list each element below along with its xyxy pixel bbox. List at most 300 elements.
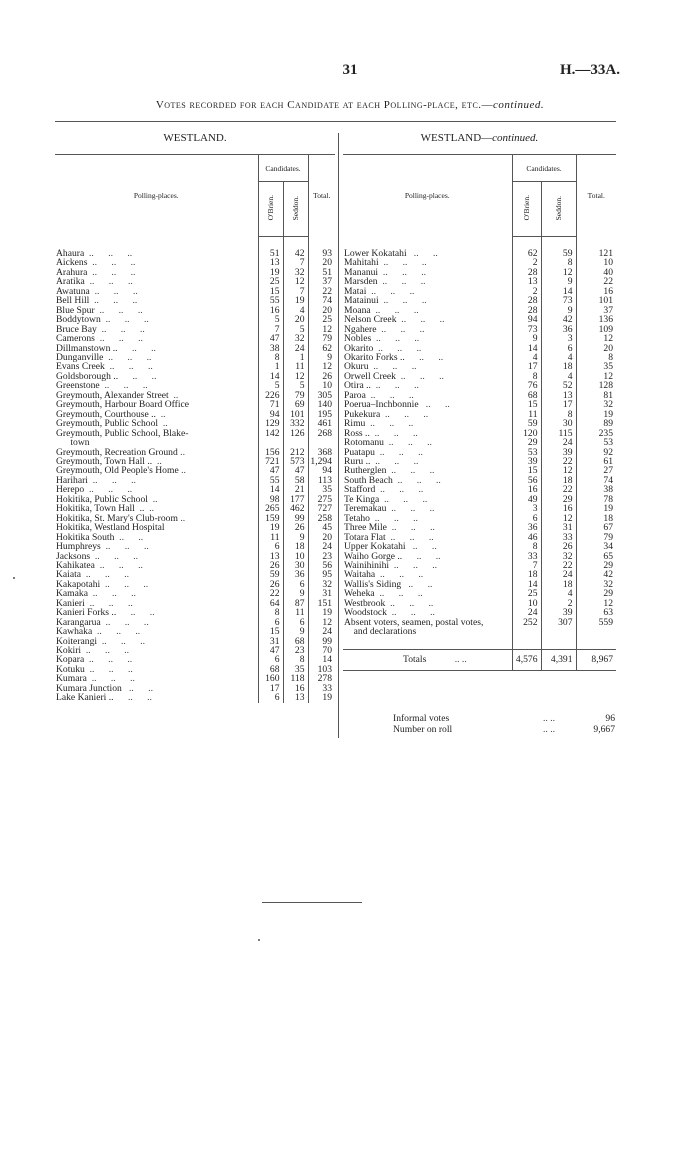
polling-place-cell (343, 561, 512, 570)
leader-dots: .. .. .. (103, 352, 152, 363)
seddon-votes: 18 (541, 476, 576, 485)
polling-place-cell (55, 637, 258, 646)
polling-place-name: Nobles (344, 334, 372, 344)
polling-place-cell (343, 448, 512, 457)
totals-section (343, 637, 616, 671)
seddon-votes: 115 (541, 429, 576, 438)
total-votes: 20 (308, 258, 335, 267)
table-row (55, 325, 335, 334)
total-votes: 45 (308, 523, 335, 532)
leader-dots: .. .. .. (84, 485, 133, 495)
polling-place-cell (55, 410, 258, 419)
polling-place-name: Lower Kokatahi (344, 249, 407, 259)
seddon-votes: 9 (541, 306, 576, 315)
polling-place-cell (343, 495, 512, 504)
polling-place-cell (55, 618, 258, 627)
seddon-votes: 212 (283, 448, 308, 457)
table-row (343, 542, 616, 551)
polling-place-cell (343, 542, 512, 551)
table-row (55, 353, 335, 362)
polling-place-name: Dillmanstown .. (56, 343, 118, 353)
heading-text: Votes recorded for each Candidate at each Polling-place, etc.— (155, 99, 494, 111)
total-votes: 38 (576, 485, 616, 494)
seddon-votes: 24 (283, 344, 308, 353)
leader-dots: .. .. .. (386, 523, 435, 533)
obrien-votes: 55 (258, 296, 283, 305)
table-row (55, 646, 335, 655)
obrien-votes: 15 (512, 400, 541, 409)
region-title-right (343, 122, 616, 154)
leader-dots: .. .. .. (366, 286, 415, 297)
obrien-votes: 10 (512, 599, 541, 608)
leader-dots: .. .. .. (84, 249, 133, 259)
polling-place-name: Greymouth, Alexander Street (56, 390, 169, 401)
obrien-votes: 24 (512, 608, 541, 617)
table-row (55, 552, 335, 561)
polling-place-name: Wallis's Siding (344, 579, 402, 590)
obrien-votes: 46 (512, 533, 541, 542)
polling-place-cell (343, 476, 512, 485)
seddon-votes: 47 (283, 466, 308, 475)
leader-dots: .. .. .. (378, 258, 427, 268)
polling-place-cell (343, 552, 512, 561)
table-row (55, 372, 335, 381)
total-votes (576, 627, 616, 636)
polling-place-name: Arahura (56, 267, 88, 278)
polling-place-cell (343, 580, 512, 589)
polling-place-name: Kamaka (56, 589, 88, 599)
total-votes: 195 (308, 410, 335, 419)
total-votes: 51 (308, 268, 335, 277)
polling-place-name: Evans Creek (56, 362, 105, 372)
seddon-votes: 14 (541, 287, 576, 296)
polling-place-name: Kaiata (56, 570, 82, 580)
obrien-votes: 120 (512, 429, 541, 438)
seddon-votes: 9 (283, 627, 308, 636)
footer-rule (262, 902, 362, 903)
polling-place-name: Puatapu (344, 447, 375, 457)
leader-dots: .. .. (116, 608, 155, 618)
seddon-votes: 118 (283, 674, 308, 683)
polling-place-cell (55, 552, 258, 561)
leader-dots: .. .. (418, 400, 450, 410)
obrien-votes (512, 627, 541, 636)
seddon-votes: 26 (283, 523, 308, 532)
table-row (55, 589, 335, 598)
total-votes: 305 (308, 391, 335, 400)
polling-place-cell (55, 362, 258, 371)
obrien-votes: 2 (512, 287, 541, 296)
leader-dots: .. .. .. (378, 267, 427, 278)
leader-dots: .. .. .. (373, 343, 422, 353)
obrien-votes: 9 (512, 334, 541, 343)
polling-place-name: Kawhaka (56, 627, 93, 637)
leader-dots: .. .. .. (86, 674, 135, 684)
polling-place-cell (55, 514, 258, 523)
polling-place-name: South Beach (344, 475, 393, 486)
seddon-votes: 36 (283, 570, 308, 579)
polling-place-cell (55, 646, 258, 655)
total-votes: 33 (308, 684, 335, 693)
total-votes: 74 (308, 296, 335, 305)
polling-place-name: Kakapotahi (56, 579, 101, 590)
table-row (55, 693, 335, 702)
leader-dots: .. .. (402, 551, 441, 561)
obrien-votes: 59 (512, 419, 541, 428)
leader-dots: .. .. .. (81, 646, 130, 656)
seddon-votes: 99 (283, 514, 308, 523)
obrien-votes: 14 (512, 580, 541, 589)
total-votes: 103 (308, 665, 335, 674)
polling-place-cell (55, 306, 258, 315)
obrien-votes: 49 (512, 495, 541, 504)
leader-dots: .. .. .. (97, 636, 145, 647)
seddon-votes: 12 (541, 466, 576, 475)
seddon-votes: 7 (283, 287, 308, 296)
table-row (343, 589, 616, 598)
leader-dots: .. .. .. (383, 438, 432, 448)
polling-place-name: Te Kinga (344, 494, 380, 505)
polling-place-name: Rutherglen (344, 466, 387, 476)
table-row (55, 523, 335, 532)
table-row (55, 268, 335, 277)
total-votes: 19 (576, 410, 616, 419)
polling-place-cell (55, 599, 258, 608)
polling-place-name: Kumara Junction (56, 683, 122, 694)
table-row (343, 599, 616, 608)
polling-place-name: Kokiri (56, 646, 82, 656)
seddon-votes: 8 (541, 410, 576, 419)
leader-dots: .. .. .. (385, 532, 434, 543)
polling-place-name: Pukekura (344, 409, 381, 420)
leader-dots: .. .. .. (386, 466, 435, 476)
polling-place-cell (55, 249, 258, 258)
polling-place-cell (343, 391, 512, 400)
seddon-votes: 87 (283, 599, 308, 608)
polling-place-cell (343, 419, 512, 428)
total-votes: 19 (576, 504, 616, 513)
polling-place-cell (55, 372, 258, 381)
total-votes: 12 (576, 599, 616, 608)
total-votes: 136 (576, 315, 616, 324)
seddon-votes: 30 (541, 419, 576, 428)
table-row (55, 429, 335, 438)
table-row (343, 448, 616, 457)
total-votes: 35 (308, 485, 335, 494)
polling-place-name: Herepo (56, 485, 85, 495)
leader-dots: .. .. .. (369, 428, 418, 439)
polling-place-cell (55, 466, 258, 475)
seddon-header-right: Seddon. (541, 182, 576, 237)
table-row (55, 618, 335, 627)
total-votes: 268 (308, 429, 335, 438)
total-votes: 20 (576, 344, 616, 353)
polling-place-cell (55, 533, 258, 542)
polling-place-cell (55, 665, 258, 674)
seddon-votes: 42 (541, 315, 576, 324)
polling-place-cell (55, 448, 258, 457)
polling-place-name: Matai (344, 286, 367, 297)
total-votes: 61 (576, 457, 616, 466)
obrien-votes: 68 (258, 665, 283, 674)
seddon-votes: 36 (541, 325, 576, 334)
total-votes: 78 (576, 495, 616, 504)
polling-place-cell (55, 523, 258, 532)
total-votes: 128 (576, 381, 616, 390)
polling-place-cell (55, 381, 258, 390)
obrien-votes: 59 (258, 570, 283, 579)
leader-dots: .. (155, 409, 166, 420)
seddon-votes: 177 (283, 495, 308, 504)
polling-place-cell (55, 655, 258, 664)
number-on-roll-leader: .. .. (543, 724, 555, 735)
seddon-votes: 22 (541, 457, 576, 466)
region-right-continued: continued. (492, 132, 539, 144)
leader-dots: .. .. .. (365, 390, 414, 401)
obrien-votes: 19 (258, 523, 283, 532)
leader-dots: .. .. .. (392, 475, 441, 486)
total-votes: 62 (308, 344, 335, 353)
polling-place-cell (55, 400, 258, 409)
table-row (343, 476, 616, 485)
obrien-votes: 98 (258, 495, 283, 504)
total-votes: 113 (308, 476, 335, 485)
seddon-votes: 33 (541, 533, 576, 542)
total-votes: 29 (576, 589, 616, 598)
seddon-votes: 4 (541, 353, 576, 362)
table-row (55, 410, 335, 419)
polling-place-name: Hokitika, Westland Hospital (56, 523, 165, 533)
total-votes: 56 (308, 561, 335, 570)
total-votes: 12 (576, 372, 616, 381)
obrien-votes: 29 (512, 438, 541, 447)
leader-dots: .. .. .. (386, 504, 435, 514)
polling-place-name: Karangarua (56, 617, 101, 628)
polling-place-cell (55, 627, 258, 636)
table-row (343, 466, 616, 475)
total-votes: 24 (308, 627, 335, 636)
polling-place-cell (343, 268, 512, 277)
table-row (343, 315, 616, 324)
seddon-votes: 59 (541, 249, 576, 258)
total-votes: 24 (308, 542, 335, 551)
polling-place-cell (343, 353, 512, 362)
polling-place-cell (343, 277, 512, 286)
totals-obrien: 4,576 (512, 649, 541, 670)
polling-place-name: Okuru (344, 362, 369, 372)
informal-votes-leader: .. .. (543, 713, 555, 724)
leader-dots: .. .. .. (396, 315, 445, 325)
totals-label: Totals (403, 653, 427, 665)
polling-place-cell (55, 315, 258, 324)
total-votes: 18 (576, 514, 616, 523)
table-row (343, 504, 616, 513)
total-votes: 9 (308, 353, 335, 362)
leader-dots: .. .. .. (87, 258, 136, 268)
obrien-votes: 14 (258, 485, 283, 494)
polling-place-name: Blue Spur (56, 305, 95, 316)
table-row (343, 296, 616, 305)
leader-dots: .. .. .. (374, 589, 423, 599)
total-votes: 70 (308, 646, 335, 655)
polling-place-name: Westbrook (344, 598, 386, 609)
leader-dots: .. .. (405, 542, 437, 552)
total-votes: 25 (308, 315, 335, 324)
obrien-votes: 15 (258, 287, 283, 296)
informal-votes-label: Informal votes (393, 713, 450, 724)
polling-place-name: Hokitika, Town Hall .. (56, 504, 145, 514)
leader-dots: .. .. .. (395, 371, 444, 382)
seddon-votes: 22 (541, 485, 576, 494)
total-votes: 109 (576, 325, 616, 334)
leader-dots: .. .. .. (100, 542, 149, 552)
seddon-votes: 16 (541, 504, 576, 513)
obrien-votes: 160 (258, 674, 283, 683)
polling-place-cell (55, 268, 258, 277)
leader-dots: .. .. .. (370, 305, 419, 316)
obrien-votes: 28 (512, 296, 541, 305)
obrien-votes: 33 (512, 552, 541, 561)
table-row (343, 362, 616, 371)
obrien-votes: 7 (258, 325, 283, 334)
table-row (343, 344, 616, 353)
total-votes: 14 (308, 655, 335, 664)
polling-place-cell (55, 495, 258, 504)
total-votes: 278 (308, 674, 335, 683)
seddon-votes: 101 (283, 410, 308, 419)
polling-place-name: Rimu (344, 419, 366, 429)
leader-dots: .. .. .. (94, 305, 143, 316)
total-header: Total. (308, 155, 335, 237)
seddon-votes: 6 (283, 580, 308, 589)
obrien-votes: 76 (512, 381, 541, 390)
left-panel (55, 122, 335, 703)
table-row (343, 325, 616, 334)
leader-dots: .. (177, 513, 186, 524)
total-votes: 275 (308, 495, 335, 504)
total-votes: 32 (576, 580, 616, 589)
obrien-votes: 156 (258, 448, 283, 457)
leader-dots: .. .. (117, 343, 156, 353)
seddon-votes: 20 (283, 315, 308, 324)
obrien-votes: 62 (512, 249, 541, 258)
seddon-votes: 24 (541, 570, 576, 579)
leader-dots: .. .. (401, 579, 433, 590)
polling-place-cell (55, 296, 258, 305)
seddon-votes: 19 (283, 296, 308, 305)
table-row (55, 561, 335, 570)
polling-place-name: Awatuna (56, 286, 90, 297)
obrien-votes: 13 (258, 258, 283, 267)
seddon-votes: 23 (283, 646, 308, 655)
total-votes: 559 (576, 618, 616, 627)
obrien-votes: 14 (258, 372, 283, 381)
seddon-votes: 12 (283, 372, 308, 381)
polling-place-name: Teremakau (344, 504, 387, 514)
polling-place-name: Bruce Bay (56, 324, 97, 335)
total-votes: 35 (576, 362, 616, 371)
total-votes: 94 (308, 466, 335, 475)
table-row (55, 249, 335, 258)
total-votes: 12 (308, 325, 335, 334)
totals-row (343, 649, 616, 670)
total-votes: 32 (308, 580, 335, 589)
polling-place-name: Kotuku (56, 664, 85, 675)
table-row (343, 570, 616, 579)
total-votes: 461 (308, 419, 335, 428)
polling-place-cell (55, 542, 258, 551)
seddon-votes (283, 438, 308, 447)
polling-place-cell (55, 589, 258, 598)
polling-place-cell (55, 287, 258, 296)
polling-place-name: Ruru .. (344, 456, 371, 467)
obrien-header: O'Brien. (258, 182, 283, 237)
table-row (343, 627, 616, 636)
obrien-votes: 142 (258, 429, 283, 438)
polling-place-name: Greymouth, Harbour Board Office (56, 400, 190, 410)
table-row (343, 533, 616, 542)
obrien-votes: 8 (512, 542, 541, 551)
polling-place-name: Otira .. (344, 381, 371, 391)
obrien-votes: 265 (258, 504, 283, 513)
obrien-votes: 6 (512, 514, 541, 523)
number-on-roll-label: Number on roll (393, 724, 453, 735)
polling-place-name: Kahikatea (56, 560, 95, 571)
total-votes: 99 (308, 637, 335, 646)
polling-place-cell (55, 277, 258, 286)
table-row (55, 296, 335, 305)
leader-dots: .. .. .. (370, 456, 419, 467)
polling-place-name: Dunganville (56, 352, 104, 363)
polling-place-cell (343, 457, 512, 466)
polling-place-name: Mananui (344, 267, 379, 278)
leader-dots: .. .. .. (81, 570, 130, 580)
total-votes: 27 (576, 466, 616, 475)
right-table-body (343, 237, 616, 637)
seddon-votes: 9 (541, 277, 576, 286)
leader-dots: .. .. .. (368, 362, 417, 372)
table-row (343, 457, 616, 466)
seddon-votes: 11 (283, 608, 308, 617)
seddon-votes: 11 (283, 362, 308, 371)
total-votes: 74 (576, 476, 616, 485)
total-votes: 42 (576, 570, 616, 579)
seddon-votes: 332 (283, 419, 308, 428)
seddon-votes: 3 (541, 334, 576, 343)
leader-dots: .. (178, 466, 186, 476)
seddon-votes: 8 (541, 258, 576, 267)
polling-place-name: Greymouth, Old People's Home (56, 466, 179, 476)
seddon-votes: 17 (541, 400, 576, 409)
obrien-votes: 31 (258, 637, 283, 646)
obrien-votes: 226 (258, 391, 283, 400)
table-row (55, 599, 335, 608)
table-row (55, 684, 335, 693)
seddon-votes: 68 (283, 637, 308, 646)
informal-votes-line (393, 713, 615, 724)
obrien-votes: 3 (512, 504, 541, 513)
total-votes: 31 (308, 589, 335, 598)
obrien-votes: 2 (512, 258, 541, 267)
total-votes: 79 (576, 533, 616, 542)
polling-place-name: Hokitika, St. Mary's Club-room (56, 513, 178, 524)
polling-place-cell (55, 684, 258, 693)
leader-dots: .. .. .. (371, 334, 420, 344)
table-row (343, 334, 616, 343)
polling-place-name: Wainihinihi (344, 560, 390, 571)
polling-place-name: Okarito Forks .. (344, 352, 405, 363)
polling-place-name: Weheka (344, 589, 375, 599)
